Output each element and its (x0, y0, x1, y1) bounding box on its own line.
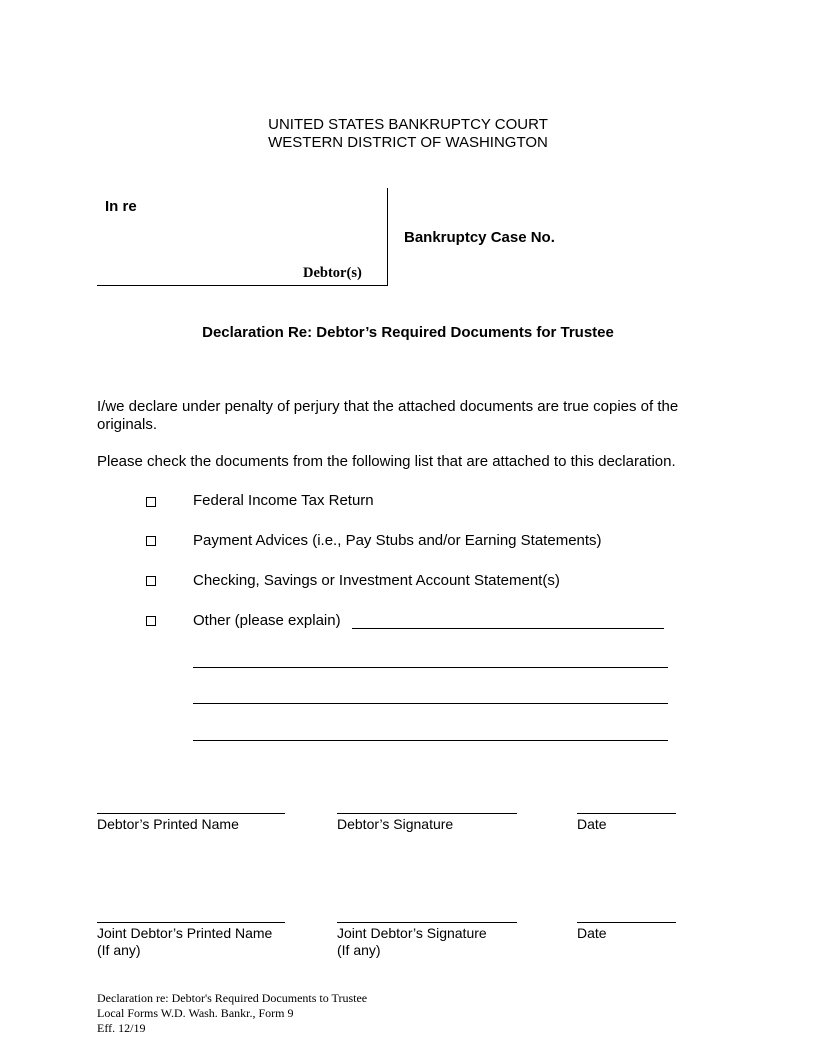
other-explain-line-2[interactable] (193, 667, 668, 668)
joint-debtor-signature-note: (If any) (337, 942, 381, 958)
checkbox-other[interactable] (146, 616, 156, 626)
footer-form-number: Local Forms W.D. Wash. Bankr., Form 9 (97, 1006, 294, 1020)
form-title: Declaration Re: Debtor’s Required Documents for Trustee (202, 324, 614, 341)
joint-debtor-date-label: Date (577, 925, 607, 941)
document-item-label: Other (please explain) (193, 612, 341, 629)
footer-effective-date: Eff. 12/19 (97, 1021, 146, 1035)
checkbox-federal-tax-return[interactable] (146, 497, 156, 507)
caption-debtor-line (97, 285, 388, 286)
document-item-label: Checking, Savings or Investment Account Statement(s) (193, 572, 560, 589)
debtor-label: Debtor(s) (303, 265, 362, 281)
declaration-line-1: I/we declare under penalty of perjury that the attached documents are true copies of the (97, 398, 679, 415)
joint-debtor-printed-name-note: (If any) (97, 942, 141, 958)
court-name: UNITED STATES BANKRUPTCY COURT (268, 116, 548, 133)
declaration-line-2: originals. (97, 416, 158, 433)
debtor-date-line[interactable] (577, 813, 676, 814)
checkbox-account-statements[interactable] (146, 576, 156, 586)
debtor-printed-name-label: Debtor’s Printed Name (97, 816, 239, 832)
other-explain-line-3[interactable] (193, 703, 668, 704)
debtor-signature-label: Debtor’s Signature (337, 816, 454, 832)
joint-debtor-signature-line[interactable] (337, 922, 517, 923)
debtor-date-label: Date (577, 816, 607, 832)
joint-debtor-printed-name-line[interactable] (97, 922, 285, 923)
joint-debtor-signature-label: Joint Debtor’s Signature (337, 925, 487, 941)
document-item-label: Federal Income Tax Return (193, 492, 374, 509)
joint-debtor-date-line[interactable] (577, 922, 676, 923)
other-explain-line-4[interactable] (193, 740, 668, 741)
other-explain-line-1[interactable] (352, 628, 664, 629)
instruction-text: Please check the documents from the following list that are attached to this declaration. (97, 453, 676, 470)
case-number-label: Bankruptcy Case No. (404, 229, 555, 246)
in-re-label: In re (105, 198, 137, 215)
checkbox-payment-advices[interactable] (146, 536, 156, 546)
caption-vertical-divider (387, 188, 388, 286)
footer-form-title: Declaration re: Debtor's Required Documents to Trustee (97, 991, 368, 1005)
joint-debtor-printed-name-label: Joint Debtor’s Printed Name (97, 925, 273, 941)
document-item-label: Payment Advices (i.e., Pay Stubs and/or Earning Statements) (193, 532, 602, 549)
court-district: WESTERN DISTRICT OF WASHINGTON (268, 134, 548, 151)
debtor-printed-name-line[interactable] (97, 813, 285, 814)
debtor-signature-line[interactable] (337, 813, 517, 814)
